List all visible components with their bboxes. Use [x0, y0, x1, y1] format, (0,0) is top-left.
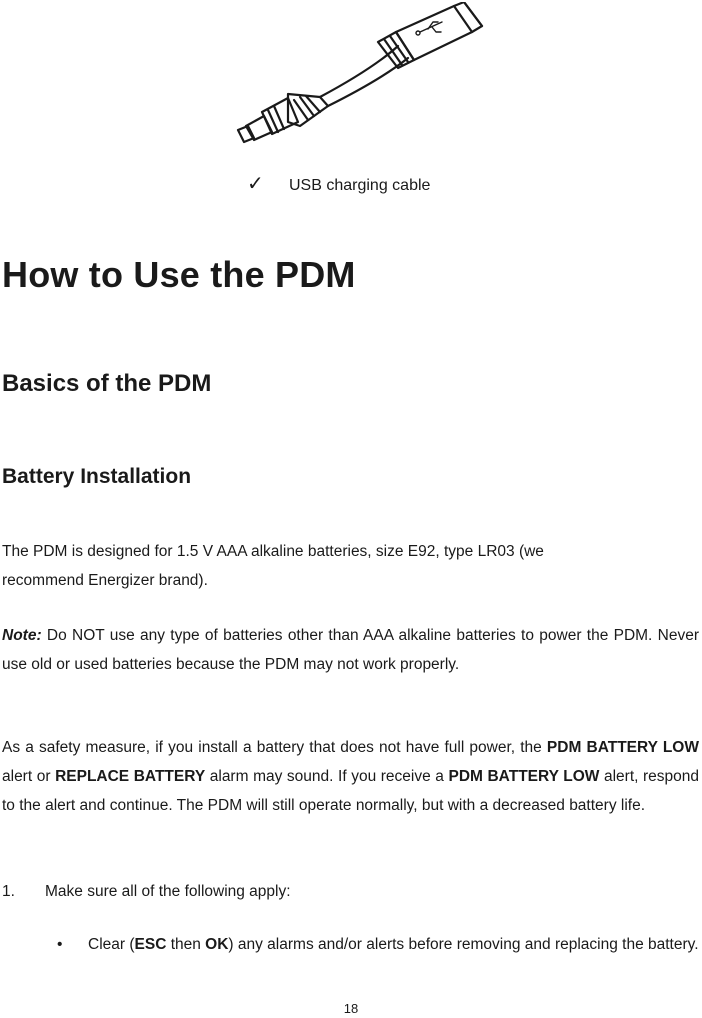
- step-number: 1.: [2, 883, 15, 900]
- paragraph-text: alert or: [2, 768, 56, 785]
- key-name: OK: [205, 936, 229, 953]
- section-title: How to Use the PDM: [2, 254, 356, 295]
- note-text: Do NOT use any type of batteries other than AAA alkaline batteries to power the PDM. Never use old or used batteries because the PDM may not work properly.: [2, 627, 699, 673]
- step-text: Make sure all of the following apply:: [45, 883, 291, 900]
- bullet-text: Clear (: [88, 936, 135, 953]
- paragraph-line: The PDM is designed for 1.5 V AAA alkaline batteries, size E92, type LR03 (we: [2, 543, 544, 560]
- key-name: ESC: [134, 936, 167, 953]
- alert-name: PDM BATTERY LOW: [546, 739, 699, 756]
- alert-name: PDM BATTERY LOW: [448, 768, 600, 785]
- battery-type-paragraph: [2, 537, 699, 595]
- figure-caption: USB charging cable: [289, 177, 431, 194]
- safety-paragraph: [2, 733, 699, 820]
- section-subtitle: Basics of the PDM: [2, 370, 212, 397]
- paragraph-line: recommend Energizer brand).: [2, 572, 208, 589]
- usb-cable-icon: [228, 2, 484, 150]
- alarm-name: REPLACE BATTERY: [55, 768, 206, 785]
- page-number: 18: [343, 1001, 359, 1016]
- note-label: Note:: [2, 627, 42, 644]
- paragraph-text: As a safety measure, if you install a battery that does not have full power, the: [2, 739, 547, 756]
- bullet-text: then: [166, 936, 206, 953]
- bullet-icon: •: [57, 936, 63, 953]
- bullet-item: [88, 930, 699, 959]
- bullet-text: ) any alarms and/or alerts before removing and replacing the battery.: [228, 936, 699, 953]
- paragraph-text: alarm may sound. If you receive a: [205, 768, 449, 785]
- paragraph-text: alert, respond to the alert and continue. The PDM will still operate normally, but with a decreased battery life.: [2, 768, 700, 814]
- note-paragraph: [2, 621, 699, 679]
- subsection-heading: Battery Installation: [2, 465, 192, 488]
- check-mark-icon: ✓: [247, 173, 264, 195]
